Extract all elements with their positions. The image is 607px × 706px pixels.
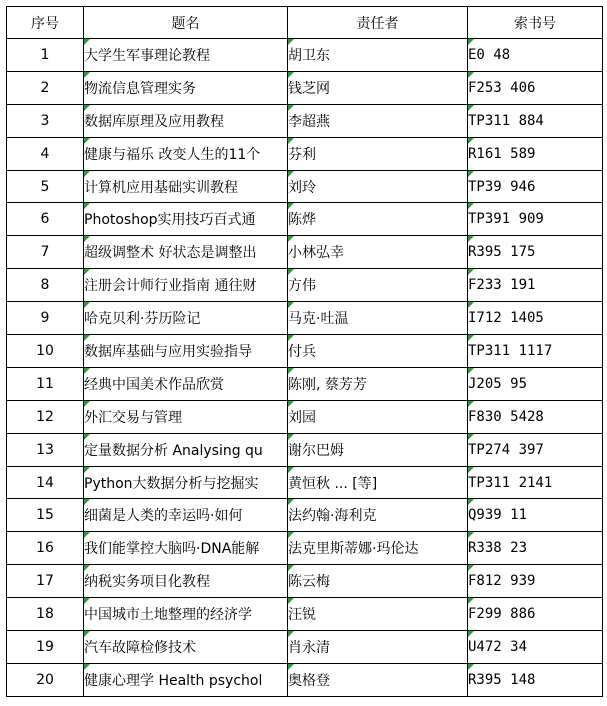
text-format-marker-icon <box>468 631 474 637</box>
text-format-marker-icon <box>288 171 294 177</box>
row-call-number-text: R161 589 <box>468 145 536 162</box>
row-title-cell[interactable] <box>84 598 288 631</box>
row-author-text: 付兵 <box>288 343 316 360</box>
row-index-text: 12 <box>36 408 54 425</box>
text-format-marker-icon <box>288 269 294 275</box>
table-row <box>7 71 603 104</box>
row-index-text: 10 <box>36 342 54 359</box>
text-format-marker-icon <box>288 72 294 78</box>
row-title-text: 中国城市土地整理的经济学 <box>84 607 252 624</box>
row-author-cell[interactable] <box>288 532 468 565</box>
text-format-marker-icon <box>468 105 474 111</box>
row-index-cell[interactable] <box>7 302 84 335</box>
row-index-text: 20 <box>36 671 54 688</box>
row-author-text: 马克·吐温 <box>288 311 349 328</box>
row-call-number-text: F253 406 <box>468 79 536 96</box>
row-author-text: 芬利 <box>288 146 316 163</box>
table-row <box>7 367 603 400</box>
row-index-cell[interactable] <box>7 39 84 72</box>
row-index-cell[interactable] <box>7 631 84 664</box>
row-title-cell[interactable] <box>84 631 288 664</box>
row-author-cell[interactable] <box>288 302 468 335</box>
text-format-marker-icon <box>468 467 474 473</box>
row-author-cell[interactable] <box>288 39 468 72</box>
row-author-text: 钱芝网 <box>288 80 330 97</box>
row-call-number-cell[interactable] <box>468 170 603 203</box>
text-format-marker-icon <box>468 72 474 78</box>
text-format-marker-icon <box>468 171 474 177</box>
row-index-cell[interactable] <box>7 598 84 631</box>
row-title-text: 哈克贝利·芬历险记 <box>84 311 201 328</box>
row-author-cell[interactable] <box>288 499 468 532</box>
row-author-cell[interactable] <box>288 71 468 104</box>
row-index-text: 3 <box>40 112 50 129</box>
row-call-number-text: TP391 909 <box>468 211 544 228</box>
row-index-text: 17 <box>36 573 54 590</box>
text-format-marker-icon <box>288 39 294 45</box>
row-title-cell[interactable] <box>84 367 288 400</box>
text-format-marker-icon <box>288 105 294 111</box>
text-format-marker-icon <box>84 269 90 275</box>
text-format-marker-icon <box>468 236 474 242</box>
text-format-marker-icon <box>288 499 294 505</box>
row-author-cell[interactable] <box>288 631 468 664</box>
row-title-cell[interactable] <box>84 532 288 565</box>
row-author-cell[interactable] <box>288 598 468 631</box>
text-format-marker-icon <box>84 368 90 374</box>
row-index-cell[interactable] <box>7 137 84 170</box>
row-index-text: 13 <box>36 441 54 458</box>
row-index-text: 2 <box>40 79 50 96</box>
row-index-cell[interactable] <box>7 269 84 302</box>
row-index-cell[interactable] <box>7 433 84 466</box>
row-title-text: 纳税实务项目化教程 <box>84 574 210 591</box>
row-call-number-text: J205 95 <box>468 375 528 392</box>
row-title-text: 外汇交易与管理 <box>84 409 182 426</box>
row-index-cell[interactable] <box>7 663 84 696</box>
text-format-marker-icon <box>468 368 474 374</box>
row-index-text: 4 <box>40 145 50 162</box>
text-format-marker-icon <box>288 467 294 473</box>
table-row <box>7 269 603 302</box>
row-index-text: 5 <box>40 178 50 195</box>
row-author-cell[interactable] <box>288 433 468 466</box>
row-call-number-text: R338 23 <box>468 540 528 557</box>
text-format-marker-icon <box>84 565 90 571</box>
row-author-text: 方伟 <box>288 278 316 295</box>
row-title-text: 数据库基础与应用实验指导 <box>84 343 252 360</box>
row-index-text: 1 <box>40 46 50 63</box>
row-index-cell[interactable] <box>7 203 84 236</box>
row-author-cell[interactable] <box>288 137 468 170</box>
table-row <box>7 203 603 236</box>
row-author-text: 汪锐 <box>288 607 316 624</box>
row-author-text: 肖永清 <box>288 639 330 656</box>
row-author-cell[interactable] <box>288 466 468 499</box>
row-title-cell[interactable] <box>84 71 288 104</box>
row-call-number-cell[interactable] <box>468 499 603 532</box>
text-format-marker-icon <box>288 631 294 637</box>
table-row <box>7 499 603 532</box>
row-author-text: 陈云梅 <box>288 574 330 591</box>
row-author-cell[interactable] <box>288 203 468 236</box>
row-title-text: 计算机应用基础实训教程 <box>84 179 238 196</box>
row-title-cell[interactable] <box>84 400 288 433</box>
row-call-number-cell[interactable] <box>468 565 603 598</box>
text-format-marker-icon <box>468 598 474 604</box>
row-index-cell[interactable] <box>7 335 84 368</box>
table-row <box>7 433 603 466</box>
row-title-text: 经典中国美术作品欣赏 <box>84 376 224 393</box>
table-row <box>7 236 603 269</box>
row-author-text: 胡卫东 <box>288 47 330 64</box>
row-title-cell[interactable] <box>84 302 288 335</box>
text-format-marker-icon <box>288 335 294 341</box>
row-call-number-cell[interactable] <box>468 335 603 368</box>
row-author-cell[interactable] <box>288 565 468 598</box>
text-format-marker-icon <box>468 335 474 341</box>
row-author-text: 刘玲 <box>288 179 316 196</box>
row-call-number-cell[interactable] <box>468 367 603 400</box>
row-author-cell[interactable] <box>288 170 468 203</box>
row-call-number-text: I712 1405 <box>468 310 544 327</box>
text-format-marker-icon <box>288 203 294 209</box>
row-call-number-text: TP274 397 <box>468 441 544 458</box>
row-call-number-text: F830 5428 <box>468 408 544 425</box>
header-call-number[interactable]: 索书号 <box>468 7 603 39</box>
row-title-text: 大学生军事理论教程 <box>84 47 210 64</box>
text-format-marker-icon <box>468 39 474 45</box>
text-format-marker-icon <box>84 171 90 177</box>
text-format-marker-icon <box>84 236 90 242</box>
row-index-cell[interactable] <box>7 367 84 400</box>
row-call-number-cell[interactable] <box>468 236 603 269</box>
row-call-number-text: R395 148 <box>468 671 536 688</box>
row-title-text: 物流信息管理实务 <box>84 80 196 97</box>
text-format-marker-icon <box>84 631 90 637</box>
text-format-marker-icon <box>84 105 90 111</box>
row-call-number-text: Q939 11 <box>468 507 528 524</box>
row-title-text: 定量数据分析 Analysing qu <box>84 442 263 459</box>
row-author-text: 奥格登 <box>288 672 330 689</box>
text-format-marker-icon <box>84 401 90 407</box>
text-format-marker-icon <box>84 138 90 144</box>
text-format-marker-icon <box>288 664 294 670</box>
row-title-text: 我们能掌控大脑吗·DNA能解 <box>84 541 260 558</box>
row-author-text: 李超燕 <box>288 113 330 130</box>
row-title-cell[interactable] <box>84 663 288 696</box>
row-title-cell[interactable] <box>84 236 288 269</box>
text-format-marker-icon <box>468 203 474 209</box>
row-call-number-cell[interactable] <box>468 203 603 236</box>
text-format-marker-icon <box>468 269 474 275</box>
book-list-table <box>6 6 603 697</box>
text-format-marker-icon <box>468 401 474 407</box>
text-format-marker-icon <box>84 499 90 505</box>
row-call-number-cell[interactable] <box>468 663 603 696</box>
text-format-marker-icon <box>468 302 474 308</box>
table-row <box>7 532 603 565</box>
row-title-cell[interactable] <box>84 433 288 466</box>
row-call-number-cell[interactable] <box>468 532 603 565</box>
header-title[interactable]: 题名 <box>84 7 288 39</box>
row-index-text: 6 <box>40 211 50 228</box>
row-call-number-text: U472 34 <box>468 638 528 655</box>
row-call-number-cell[interactable] <box>468 71 603 104</box>
row-title-cell[interactable] <box>84 565 288 598</box>
row-index-cell[interactable] <box>7 400 84 433</box>
text-format-marker-icon <box>84 664 90 670</box>
row-call-number-cell[interactable] <box>468 39 603 72</box>
text-format-marker-icon <box>288 368 294 374</box>
row-index-text: 18 <box>36 606 54 623</box>
table-row <box>7 302 603 335</box>
row-index-text: 19 <box>36 638 54 655</box>
row-call-number-cell[interactable] <box>468 466 603 499</box>
text-format-marker-icon <box>468 664 474 670</box>
text-format-marker-icon <box>468 499 474 505</box>
text-format-marker-icon <box>288 532 294 538</box>
row-index-text: 8 <box>40 277 50 294</box>
text-format-marker-icon <box>288 401 294 407</box>
row-author-cell[interactable] <box>288 367 468 400</box>
row-call-number-cell[interactable] <box>468 400 603 433</box>
row-index-cell[interactable] <box>7 532 84 565</box>
row-author-text: 陈刚, 蔡芳芳 <box>288 376 367 393</box>
row-title-text: Photoshop实用技巧百式通 <box>84 212 256 229</box>
row-call-number-text: F812 939 <box>468 573 536 590</box>
row-index-cell[interactable] <box>7 170 84 203</box>
text-format-marker-icon <box>84 302 90 308</box>
row-title-cell[interactable] <box>84 203 288 236</box>
row-author-text: 小林弘幸 <box>288 245 344 262</box>
text-format-marker-icon <box>84 467 90 473</box>
row-call-number-text: F233 191 <box>468 277 536 294</box>
text-format-marker-icon <box>468 532 474 538</box>
row-index-cell[interactable] <box>7 71 84 104</box>
text-format-marker-icon <box>84 203 90 209</box>
row-title-text: 健康与福乐 改变人生的11个 <box>84 146 261 163</box>
row-index-cell[interactable] <box>7 236 84 269</box>
row-title-text: 汽车故障检修技术 <box>84 639 196 656</box>
table-row <box>7 170 603 203</box>
text-format-marker-icon <box>288 434 294 440</box>
row-author-cell[interactable] <box>288 236 468 269</box>
table-row <box>7 598 603 631</box>
row-call-number-cell[interactable] <box>468 302 603 335</box>
row-title-text: 数据库原理及应用教程 <box>84 113 224 130</box>
row-author-cell[interactable] <box>288 400 468 433</box>
row-call-number-text: F299 886 <box>468 606 536 623</box>
row-title-text: Python大数据分析与挖掘实 <box>84 475 259 492</box>
text-format-marker-icon <box>468 565 474 571</box>
header-author[interactable]: 责任者 <box>288 7 468 39</box>
text-format-marker-icon <box>84 39 90 45</box>
table-row <box>7 137 603 170</box>
table-row <box>7 663 603 696</box>
row-author-cell[interactable] <box>288 269 468 302</box>
text-format-marker-icon <box>468 138 474 144</box>
row-author-cell[interactable] <box>288 104 468 137</box>
row-call-number-cell[interactable] <box>468 598 603 631</box>
row-index-text: 7 <box>40 244 50 261</box>
row-call-number-text: E0 48 <box>468 46 511 63</box>
table-row <box>7 400 603 433</box>
table-row <box>7 565 603 598</box>
row-title-text: 健康心理学 Health psychol <box>84 672 263 689</box>
row-index-cell[interactable] <box>7 104 84 137</box>
text-format-marker-icon <box>84 598 90 604</box>
row-index-cell[interactable] <box>7 499 84 532</box>
row-call-number-text: TP311 884 <box>468 112 544 129</box>
row-index-text: 14 <box>36 474 54 491</box>
row-author-text: 法克里斯蒂娜·玛伦达 <box>288 541 419 558</box>
row-call-number-cell[interactable] <box>468 433 603 466</box>
row-index-text: 15 <box>36 507 54 524</box>
row-author-cell[interactable] <box>288 335 468 368</box>
row-index-cell[interactable] <box>7 565 84 598</box>
row-title-text: 注册会计师行业指南 通往财 <box>84 278 257 295</box>
row-title-cell[interactable] <box>84 104 288 137</box>
row-title-cell[interactable] <box>84 137 288 170</box>
text-format-marker-icon <box>288 598 294 604</box>
row-call-number-cell[interactable] <box>468 631 603 664</box>
row-call-number-text: TP311 1117 <box>468 342 553 359</box>
header-index[interactable]: 序号 <box>7 7 84 39</box>
row-title-cell[interactable] <box>84 335 288 368</box>
row-author-text: 陈烨 <box>288 212 316 229</box>
row-call-number-text: TP311 2141 <box>468 474 553 491</box>
row-title-text: 超级调整术 好状态是调整出 <box>84 245 257 262</box>
row-title-cell[interactable] <box>84 170 288 203</box>
text-format-marker-icon <box>84 532 90 538</box>
text-format-marker-icon <box>288 138 294 144</box>
row-call-number-text: TP39 946 <box>468 178 536 195</box>
header-row <box>7 7 603 39</box>
text-format-marker-icon <box>84 434 90 440</box>
text-format-marker-icon <box>288 565 294 571</box>
text-format-marker-icon <box>288 236 294 242</box>
row-author-text: 刘园 <box>288 409 316 426</box>
row-author-text: 法约翰·海利克 <box>288 508 377 525</box>
table-row <box>7 335 603 368</box>
row-author-text: 谢尔巴姆 <box>288 442 344 459</box>
row-index-text: 11 <box>36 375 54 392</box>
row-call-number-cell[interactable] <box>468 137 603 170</box>
row-title-cell[interactable] <box>84 466 288 499</box>
table-row <box>7 104 603 137</box>
table-row <box>7 39 603 72</box>
text-format-marker-icon <box>84 72 90 78</box>
row-author-cell[interactable] <box>288 663 468 696</box>
row-author-text: 黄恒秋 ... [等] <box>288 475 378 492</box>
row-title-text: 细菌是人类的幸运吗·如何 <box>84 508 243 525</box>
row-call-number-text: R395 175 <box>468 244 536 261</box>
table-row <box>7 631 603 664</box>
row-title-cell[interactable] <box>84 39 288 72</box>
row-title-cell[interactable] <box>84 499 288 532</box>
text-format-marker-icon <box>84 335 90 341</box>
row-call-number-cell[interactable] <box>468 104 603 137</box>
row-index-text: 16 <box>36 540 54 557</box>
row-index-cell[interactable] <box>7 466 84 499</box>
row-index-text: 9 <box>40 310 50 327</box>
text-format-marker-icon <box>288 302 294 308</box>
table-row <box>7 466 603 499</box>
text-format-marker-icon <box>468 434 474 440</box>
row-title-cell[interactable] <box>84 269 288 302</box>
row-call-number-cell[interactable] <box>468 269 603 302</box>
